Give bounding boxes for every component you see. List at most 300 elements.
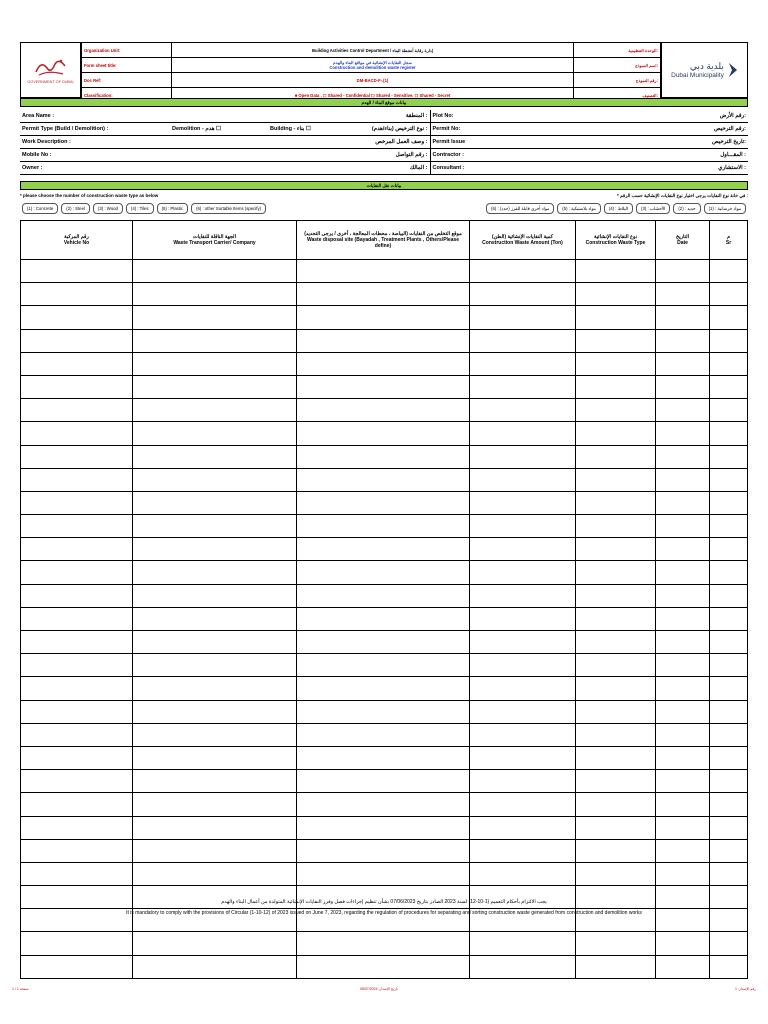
table-cell[interactable] (576, 399, 656, 422)
table-cell[interactable] (133, 352, 297, 375)
table-cell[interactable] (656, 862, 710, 885)
table-cell[interactable] (21, 375, 133, 398)
waste-type-pill: (2) : Steel (61, 203, 90, 214)
table-cell[interactable] (656, 746, 710, 769)
classification-value[interactable]: ■ Open Data , ☐ Shared - Confidential ☐ Shared - Sensitive, ☐ Shared - Secret (172, 88, 574, 103)
table-cell[interactable] (21, 839, 133, 862)
table-cell[interactable] (297, 561, 470, 584)
area-name-label: Area Name : (20, 110, 170, 123)
table-cell[interactable] (576, 955, 656, 978)
table-cell[interactable] (21, 955, 133, 978)
table-cell[interactable] (297, 515, 470, 538)
table-row (21, 352, 748, 375)
table-cell[interactable] (133, 839, 297, 862)
table-cell[interactable] (21, 445, 133, 468)
table-cell[interactable] (710, 746, 748, 769)
form-title-row (82, 58, 661, 73)
table-row (21, 723, 748, 746)
table-cell[interactable] (576, 654, 656, 677)
table-cell[interactable] (297, 491, 470, 514)
work-desc-row (20, 136, 748, 149)
table-cell[interactable] (470, 538, 576, 561)
table-cell[interactable] (133, 422, 297, 445)
table-cell[interactable] (576, 631, 656, 654)
table-cell[interactable] (133, 260, 297, 283)
table-cell[interactable] (21, 607, 133, 630)
form-title-ar: سجل النفايات الإنشائية في مواقع البناء والهدم (333, 60, 412, 65)
table-row (21, 329, 748, 352)
table-cell[interactable] (576, 468, 656, 491)
doc-ref-row (82, 73, 661, 88)
waste-type-pill-ar: (6) : مواد أخرى قابلة للفرز (حدد) (486, 203, 554, 214)
table-cell[interactable] (470, 515, 576, 538)
work-desc-label-ar: وصف العمل المرخص : (268, 136, 430, 149)
table-row (21, 260, 748, 283)
table-cell[interactable] (576, 770, 656, 793)
table-cell[interactable] (133, 468, 297, 491)
table-cell[interactable] (710, 352, 748, 375)
table-cell[interactable] (656, 561, 710, 584)
table-cell[interactable] (21, 399, 133, 422)
government-of-dubai-logo (20, 42, 81, 98)
table-cell[interactable] (710, 677, 748, 700)
work-desc-label: Work Description : (20, 136, 170, 149)
work-desc-field[interactable] (170, 136, 268, 149)
permit-type-row (20, 123, 748, 136)
table-cell[interactable] (470, 793, 576, 816)
table-cell[interactable] (656, 677, 710, 700)
table-cell[interactable] (576, 329, 656, 352)
org-unit-row (82, 43, 661, 58)
table-cell[interactable] (297, 375, 470, 398)
table-cell[interactable] (576, 816, 656, 839)
table-row (21, 932, 748, 955)
table-cell[interactable] (133, 700, 297, 723)
table-cell[interactable] (576, 886, 656, 909)
table-row (21, 816, 748, 839)
table-cell[interactable] (710, 700, 748, 723)
table-cell[interactable] (133, 770, 297, 793)
table-cell[interactable] (470, 445, 576, 468)
table-cell[interactable] (21, 260, 133, 283)
table-cell[interactable] (21, 932, 133, 955)
table-row (21, 955, 748, 978)
table-cell[interactable] (710, 561, 748, 584)
table-cell[interactable] (133, 538, 297, 561)
table-cell[interactable] (21, 468, 133, 491)
table-cell[interactable] (576, 584, 656, 607)
table-cell[interactable] (297, 352, 470, 375)
demolition-checkbox[interactable]: Demolition - هدم ☐ (170, 123, 268, 136)
table-cell[interactable] (21, 491, 133, 514)
table-cell[interactable] (470, 955, 576, 978)
table-cell[interactable] (470, 399, 576, 422)
table-cell[interactable] (576, 422, 656, 445)
table-cell[interactable] (710, 932, 748, 955)
table-row (21, 422, 748, 445)
table-cell[interactable] (710, 538, 748, 561)
doc-ref-value: DM-BACD-F-.(1) (172, 73, 574, 88)
table-cell[interactable] (470, 607, 576, 630)
table-row (21, 445, 748, 468)
waste-type-note-en: * please choose the number of construction waste type as below (20, 193, 159, 198)
table-cell[interactable] (576, 491, 656, 514)
table-cell[interactable] (21, 584, 133, 607)
contractor-label-ar: المقـــاول : (668, 149, 748, 162)
table-cell[interactable] (133, 283, 297, 306)
col-sr: م Sr (710, 221, 748, 260)
table-cell[interactable] (133, 746, 297, 769)
table-cell[interactable] (133, 491, 297, 514)
table-cell[interactable] (470, 746, 576, 769)
area-plot-row (20, 110, 748, 123)
table-cell[interactable] (297, 329, 470, 352)
table-cell[interactable] (21, 746, 133, 769)
table-row (21, 746, 748, 769)
table-cell[interactable] (576, 607, 656, 630)
area-name-label-ar: المنطقة : (268, 110, 430, 123)
permit-no-label: Permit No: (430, 123, 500, 136)
page-number: صفحة 1 / 1 (12, 987, 29, 991)
table-cell[interactable] (470, 839, 576, 862)
classification-label-ar: التصنيف: (574, 88, 661, 103)
table-cell[interactable] (710, 793, 748, 816)
table-cell[interactable] (21, 862, 133, 885)
owner-field[interactable] (170, 162, 268, 175)
table-cell[interactable] (297, 607, 470, 630)
table-cell[interactable] (710, 607, 748, 630)
waste-type-legend-ar (486, 203, 746, 213)
permit-issue-label: Permit Issue (430, 136, 500, 149)
table-cell[interactable] (21, 816, 133, 839)
table-cell[interactable] (133, 955, 297, 978)
waste-type-pill-ar: (2) : حديد (673, 203, 700, 214)
table-cell[interactable] (710, 491, 748, 514)
table-cell[interactable] (133, 886, 297, 909)
table-cell[interactable] (576, 515, 656, 538)
col-vehicle-no: رقم المركبة Vehicle No (21, 221, 133, 260)
table-cell[interactable] (470, 260, 576, 283)
table-cell[interactable] (133, 375, 297, 398)
table-row (21, 607, 748, 630)
table-cell[interactable] (297, 584, 470, 607)
table-cell[interactable] (133, 607, 297, 630)
dm-emblem-icon (728, 62, 738, 78)
table-cell[interactable] (710, 886, 748, 909)
table-row (21, 631, 748, 654)
table-cell[interactable] (470, 932, 576, 955)
table-cell[interactable] (297, 955, 470, 978)
table-cell[interactable] (297, 839, 470, 862)
table-cell[interactable] (576, 561, 656, 584)
table-cell[interactable] (470, 723, 576, 746)
table-cell[interactable] (297, 862, 470, 885)
permit-issue-label-ar: تاريخ الترخيص: (668, 136, 748, 149)
table-cell[interactable] (297, 700, 470, 723)
table-cell[interactable] (470, 816, 576, 839)
table-cell[interactable] (133, 932, 297, 955)
table-cell[interactable] (710, 955, 748, 978)
table-cell[interactable] (297, 399, 470, 422)
table-cell[interactable] (297, 260, 470, 283)
table-cell[interactable] (576, 538, 656, 561)
table-cell[interactable] (710, 816, 748, 839)
table-row (21, 375, 748, 398)
table-cell[interactable] (470, 654, 576, 677)
table-row (21, 584, 748, 607)
table-cell[interactable] (656, 816, 710, 839)
table-cell[interactable] (133, 445, 297, 468)
org-unit-label: Organization Unit: (82, 43, 172, 58)
table-cell[interactable] (470, 306, 576, 329)
waste-type-pill-ar: (4) : البلاط (604, 203, 633, 214)
table-cell[interactable] (656, 631, 710, 654)
table-cell[interactable] (576, 260, 656, 283)
table-cell[interactable] (297, 468, 470, 491)
table-cell[interactable] (576, 677, 656, 700)
table-cell[interactable] (21, 561, 133, 584)
col-waste-type: نوع النفايات الإنشائية Construction Waste Type (576, 221, 656, 260)
table-cell[interactable] (576, 932, 656, 955)
table-cell[interactable] (21, 352, 133, 375)
table-cell[interactable] (21, 723, 133, 746)
doc-ref-label-ar: رقم النموذج: (574, 73, 661, 88)
table-cell[interactable] (470, 283, 576, 306)
owner-row (20, 162, 748, 175)
table-cell[interactable] (656, 932, 710, 955)
table-cell[interactable] (710, 862, 748, 885)
table-row (21, 538, 748, 561)
table-cell[interactable] (710, 445, 748, 468)
plot-no-label-ar: رقم الأرض: (668, 110, 748, 123)
document-header (20, 42, 748, 98)
table-cell[interactable] (656, 399, 710, 422)
table-cell[interactable] (710, 399, 748, 422)
table-cell[interactable] (21, 654, 133, 677)
building-checkbox[interactable]: Building - بناء ☐ (270, 126, 311, 132)
table-cell[interactable] (21, 283, 133, 306)
table-cell[interactable] (710, 515, 748, 538)
table-cell[interactable] (656, 422, 710, 445)
table-cell[interactable] (133, 723, 297, 746)
table-cell[interactable] (656, 260, 710, 283)
table-cell[interactable] (297, 283, 470, 306)
table-cell[interactable] (656, 468, 710, 491)
table-cell[interactable] (710, 306, 748, 329)
form-title-label-ar: اسم النموذج: (574, 58, 661, 73)
consultant-field[interactable] (500, 162, 668, 175)
table-cell[interactable] (470, 352, 576, 375)
gov-calligraphy-icon (33, 56, 69, 78)
mobile-row (20, 149, 748, 162)
table-cell[interactable] (470, 886, 576, 909)
table-cell[interactable] (656, 538, 710, 561)
table-cell[interactable] (656, 839, 710, 862)
table-cell[interactable] (470, 491, 576, 514)
table-cell[interactable] (656, 607, 710, 630)
table-cell[interactable] (133, 631, 297, 654)
table-cell[interactable] (710, 770, 748, 793)
table-cell[interactable] (470, 700, 576, 723)
table-row (21, 515, 748, 538)
table-cell[interactable] (656, 700, 710, 723)
permit-no-label-ar: رقم الترخيص: (668, 123, 748, 136)
table-cell[interactable] (21, 886, 133, 909)
table-cell[interactable] (297, 793, 470, 816)
table-cell[interactable] (710, 654, 748, 677)
permit-type-label: Permit Type (Build / Demolition) : (20, 123, 170, 136)
table-cell[interactable] (470, 770, 576, 793)
table-cell[interactable] (656, 375, 710, 398)
consultant-label-ar: الاستشاري : (668, 162, 748, 175)
dm-logo-ar: بلدية دبي (689, 61, 724, 71)
waste-type-pill-ar: (3) : الأخشاب (636, 203, 670, 214)
table-cell[interactable] (656, 886, 710, 909)
area-name-field[interactable] (170, 110, 268, 123)
table-cell[interactable] (710, 631, 748, 654)
table-cell[interactable] (576, 306, 656, 329)
table-cell[interactable] (470, 329, 576, 352)
table-row (21, 654, 748, 677)
table-cell[interactable] (470, 375, 576, 398)
table-cell[interactable] (576, 283, 656, 306)
table-cell[interactable] (297, 677, 470, 700)
table-cell[interactable] (656, 793, 710, 816)
table-cell[interactable] (656, 445, 710, 468)
waste-type-pill: (3) : Wood (93, 203, 123, 214)
table-cell[interactable] (297, 723, 470, 746)
table-cell[interactable] (470, 631, 576, 654)
table-cell[interactable] (710, 468, 748, 491)
permit-type-opts (268, 123, 430, 136)
table-cell[interactable] (470, 584, 576, 607)
table-cell[interactable] (576, 862, 656, 885)
table-cell[interactable] (133, 399, 297, 422)
table-cell[interactable] (470, 561, 576, 584)
table-cell[interactable] (656, 515, 710, 538)
table-cell[interactable] (710, 329, 748, 352)
table-cell[interactable] (133, 561, 297, 584)
table-cell[interactable] (656, 654, 710, 677)
table-cell[interactable] (21, 306, 133, 329)
table-cell[interactable] (133, 584, 297, 607)
table-cell[interactable] (133, 677, 297, 700)
table-cell[interactable] (297, 654, 470, 677)
contractor-field[interactable] (500, 149, 668, 162)
table-cell[interactable] (297, 306, 470, 329)
table-cell[interactable] (133, 306, 297, 329)
table-cell[interactable] (21, 700, 133, 723)
table-cell[interactable] (470, 468, 576, 491)
table-cell[interactable] (710, 723, 748, 746)
table-cell[interactable] (133, 816, 297, 839)
waste-type-pill: (4) : Tiles (126, 203, 154, 214)
table-cell[interactable] (297, 538, 470, 561)
table-cell[interactable] (21, 515, 133, 538)
dubai-municipality-logo (661, 42, 748, 98)
site-info-block (20, 110, 748, 175)
table-cell[interactable] (656, 723, 710, 746)
waste-register-table (20, 220, 748, 979)
consultant-label: Consultant : (430, 162, 500, 175)
table-cell[interactable] (710, 839, 748, 862)
table-cell[interactable] (710, 260, 748, 283)
waste-type-note-ar: * في خانة نوع النفايات يرجى اختيار نوع النفايات الإنشائية حسب الرقم : (617, 193, 748, 198)
table-cell[interactable] (656, 306, 710, 329)
table-cell[interactable] (710, 283, 748, 306)
table-cell[interactable] (470, 422, 576, 445)
table-cell[interactable] (470, 862, 576, 885)
table-cell[interactable] (297, 445, 470, 468)
table-cell[interactable] (656, 283, 710, 306)
table-row (21, 306, 748, 329)
table-cell[interactable] (297, 816, 470, 839)
table-cell[interactable] (576, 839, 656, 862)
table-cell[interactable] (710, 422, 748, 445)
table-cell[interactable] (656, 770, 710, 793)
table-cell[interactable] (656, 584, 710, 607)
table-cell[interactable] (297, 746, 470, 769)
table-cell[interactable] (21, 422, 133, 445)
table-cell[interactable] (297, 422, 470, 445)
permit-type-label-ar: نوع الترخيص (بناء/هدم) : (371, 126, 428, 132)
table-cell[interactable] (21, 677, 133, 700)
col-carrier: الجهة الناقلة للنفايات Waste Transport Carrier/ Company (133, 221, 297, 260)
table-cell[interactable] (656, 491, 710, 514)
table-cell[interactable] (470, 677, 576, 700)
mobile-label: Mobile No : (20, 149, 170, 162)
table-cell[interactable] (656, 329, 710, 352)
col-date: التاريخ Date (656, 221, 710, 260)
table-cell[interactable] (576, 375, 656, 398)
table-cell[interactable] (297, 886, 470, 909)
table-cell[interactable] (576, 352, 656, 375)
contractor-label: Contractor : (430, 149, 500, 162)
permit-no-field[interactable] (500, 123, 668, 136)
waste-type-pill: (5) : Plastic (157, 203, 189, 214)
table-cell[interactable] (21, 631, 133, 654)
table-row (21, 793, 748, 816)
table-cell[interactable] (133, 862, 297, 885)
site-section-bar: بيانات موقع البناء / الهدم (20, 98, 748, 107)
table-cell[interactable] (297, 932, 470, 955)
table-cell[interactable] (576, 746, 656, 769)
permit-issue-field[interactable] (500, 136, 668, 149)
table-row (21, 283, 748, 306)
plot-no-field[interactable] (500, 110, 668, 123)
table-cell[interactable] (576, 700, 656, 723)
col-disposal-site: موقع التخلص من النفايات (البياصة ، محطات المعالجة ، أخرى / يرجى التحديد) Waste disposal site (Bayadah , Treatment Plants , Others/Please define) (297, 221, 470, 260)
table-cell[interactable] (710, 584, 748, 607)
table-cell[interactable] (21, 329, 133, 352)
table-cell[interactable] (656, 955, 710, 978)
table-cell[interactable] (21, 538, 133, 561)
table-cell[interactable] (576, 445, 656, 468)
table-cell[interactable] (297, 770, 470, 793)
table-cell[interactable] (576, 723, 656, 746)
table-cell[interactable] (656, 352, 710, 375)
table-cell[interactable] (21, 793, 133, 816)
table-cell[interactable] (576, 793, 656, 816)
table-cell[interactable] (133, 654, 297, 677)
table-cell[interactable] (21, 770, 133, 793)
mobile-field[interactable] (170, 149, 268, 162)
table-cell[interactable] (133, 793, 297, 816)
table-cell[interactable] (297, 631, 470, 654)
table-cell[interactable] (133, 329, 297, 352)
table-cell[interactable] (133, 515, 297, 538)
table-cell[interactable] (710, 375, 748, 398)
